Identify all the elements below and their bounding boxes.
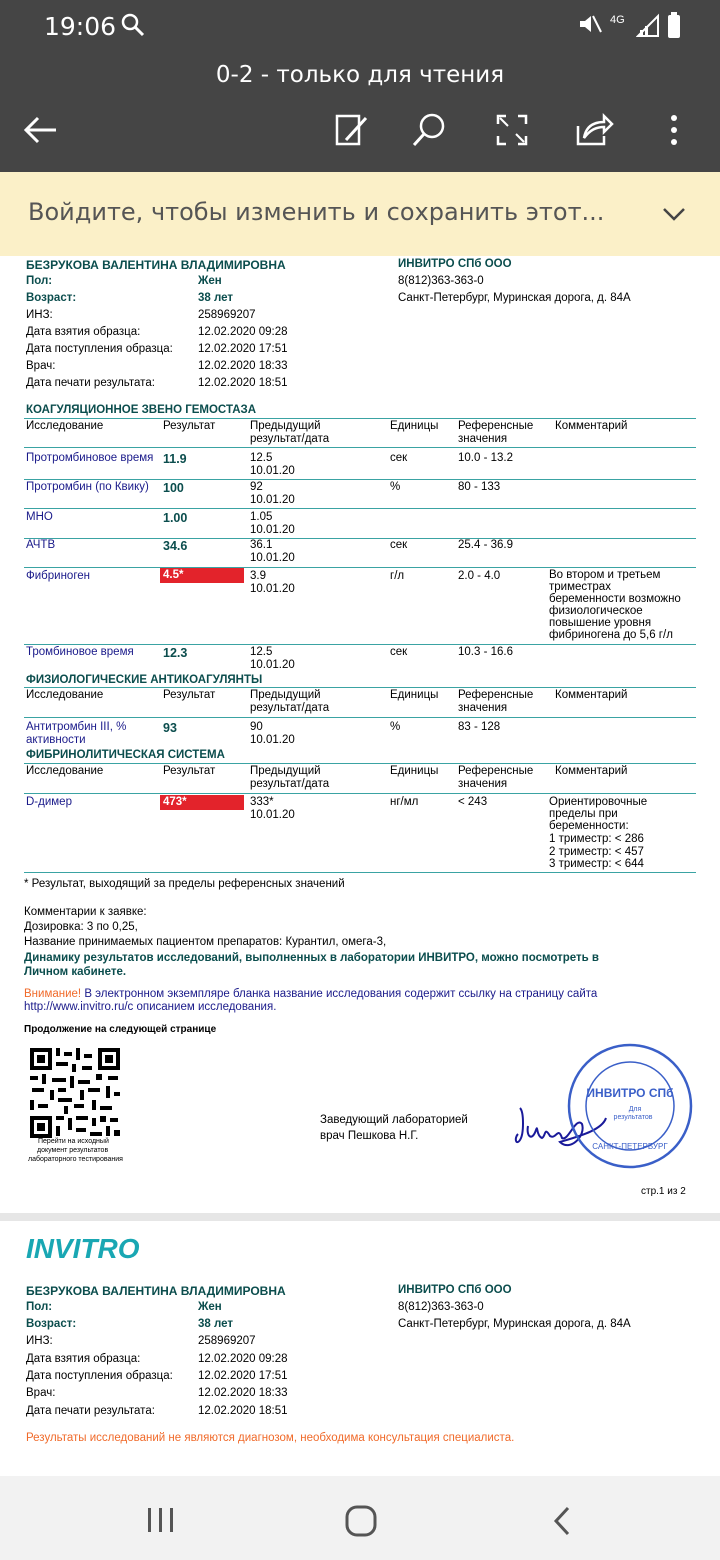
age-label: Возраст: (26, 292, 77, 304)
sex-value: Жен (198, 1301, 222, 1313)
age-value: 38 лет (198, 292, 234, 304)
inz-label: ИНЗ: (26, 1335, 53, 1347)
disclaimer: Результаты исследований не являются диагнозом, необходима консультация специалиста. (26, 1432, 515, 1444)
fullscreen-icon[interactable] (492, 110, 532, 150)
comment-line: пределы при (549, 808, 618, 820)
page-separator (0, 1213, 720, 1221)
taken-label: Дата взятия образца: (26, 326, 141, 338)
doctor-label: Врач: (26, 360, 56, 372)
back-arrow-icon[interactable] (20, 110, 60, 150)
test-link-thrombin-time[interactable]: Тромбиновое время (26, 646, 134, 658)
taken-value: 12.02.2020 09:28 (198, 326, 288, 338)
back-icon[interactable] (550, 1504, 574, 1538)
col-ref-header-2: значения (458, 778, 508, 790)
units: % (390, 481, 401, 493)
received-label: Дата поступления образца: (26, 1370, 173, 1382)
comments-line: Название принимаемых пациентом препаратов: Курантил, омега-3, (24, 936, 387, 948)
divider (24, 508, 696, 509)
abnormal-result-value: 4.5* (160, 568, 244, 583)
comment-line: фибриногена до 5,6 г/л (549, 629, 673, 641)
comment-line: триместрах (549, 581, 611, 593)
recent-apps-icon[interactable] (146, 1506, 176, 1534)
prev-value: 92 (250, 481, 263, 493)
section-title: ФИБРИНОЛИТИЧЕСКАЯ СИСТЕМА (26, 749, 225, 761)
lab-address: Санкт-Петербург, Муринская дорога, д. 84А (398, 1318, 631, 1330)
lab-phone: 8(812)363-363-0 (398, 275, 484, 287)
ref-range: 10.3 - 16.6 (458, 646, 513, 658)
col-ref-header: Референсные (458, 689, 534, 701)
dynamics-note: Динамику результатов исследований, выполненных в лаборатории ИНВИТРО, можно посмотреть в (24, 952, 599, 964)
prev-date: 10.01.20 (250, 465, 295, 477)
test-link-inr[interactable]: МНО (26, 511, 53, 523)
printed-value: 12.02.2020 18:51 (198, 377, 288, 389)
test-link-prothrombin-time[interactable]: Протромбиновое время (26, 452, 154, 464)
signal-icon (636, 12, 660, 38)
col-ref-header: Референсные (458, 765, 534, 777)
divider (24, 538, 696, 539)
lab-name: ИНВИТРО СПб ООО (398, 1284, 512, 1296)
printed-label: Дата печати результата: (26, 1405, 155, 1417)
ref-range: 25.4 - 36.9 (458, 539, 513, 551)
test-link-quick[interactable]: Протромбин (по Квику) (26, 481, 149, 493)
col-result-header: Результат (163, 765, 216, 777)
ref-range: 80 - 133 (458, 481, 501, 493)
received-label: Дата поступления образца: (26, 343, 173, 355)
prev-date: 10.01.20 (250, 659, 295, 671)
status-time: 19:06 (44, 12, 117, 41)
prev-date: 10.01.20 (250, 734, 295, 746)
age-value: 38 лет (198, 1318, 234, 1330)
sex-value: Жен (198, 275, 222, 287)
inz-label: ИНЗ: (26, 309, 53, 321)
units: % (390, 721, 401, 733)
col-ref-header-2: значения (458, 702, 508, 714)
col-units-header: Единицы (390, 420, 439, 432)
test-link-fibrinogen[interactable]: Фибриноген (26, 570, 91, 582)
result-value: 11.9 (163, 452, 187, 466)
test-link-d-dimer[interactable]: D-димер (26, 796, 72, 808)
signature-name: врач Пешкова Н.Г. (320, 1130, 419, 1142)
col-prev-header: Предыдущий (250, 689, 321, 701)
col-prev-header-2: результат/дата (250, 702, 330, 714)
invitro-link[interactable]: http://www.invitro.ru/с описанием исследования. (24, 1001, 277, 1013)
col-prev-header: Предыдущий (250, 420, 321, 432)
col-test-header: Исследование (26, 420, 104, 432)
divider (24, 447, 696, 448)
patient-name: БЕЗРУКОВА ВАЛЕНТИНА ВЛАДИМИРОВНА (26, 1284, 286, 1298)
comment-line: беременности: (549, 820, 629, 832)
network-type: 4G (610, 14, 625, 26)
prev-value: 12.5 (250, 452, 273, 464)
dynamics-note-2: Личном кабинете. (24, 966, 127, 978)
stamp-city: САНКТ-ПЕТЕРБУРГ (592, 1142, 668, 1151)
divider (24, 567, 696, 568)
col-ref-header: Референсные (458, 420, 534, 432)
divider (24, 687, 696, 688)
qr-code-image[interactable] (28, 1046, 122, 1140)
received-value: 12.02.2020 17:51 (198, 343, 288, 355)
doctor-label: Врач: (26, 1387, 56, 1399)
stamp-title: ИНВИТРО СПб (586, 1086, 674, 1100)
test-link-antithrombin-2[interactable]: активности (26, 734, 86, 746)
divider (24, 872, 696, 873)
document-title: 0-2 - только для чтения (215, 62, 505, 88)
col-ref-header-2: значения (458, 433, 508, 445)
stamp-for: Для (628, 1106, 642, 1113)
result-value: 1.00 (163, 511, 188, 525)
test-link-aptt[interactable]: АЧТВ (26, 539, 56, 551)
qr-caption: Перейти на исходный (38, 1138, 109, 1145)
comment-line: 3 триместр: < 644 (549, 858, 644, 870)
prev-date: 10.01.20 (250, 809, 295, 821)
printed-value: 12.02.2020 18:51 (198, 1405, 288, 1417)
units: сек (390, 646, 408, 658)
section-title: КОАГУЛЯЦИОННОЕ ЗВЕНО ГЕМОСТАЗА (26, 404, 257, 416)
taken-value: 12.02.2020 09:28 (198, 1353, 288, 1365)
comment-line: Во втором и третьем (549, 569, 661, 581)
more-options-icon[interactable] (654, 110, 694, 150)
prev-date: 10.01.20 (250, 494, 295, 506)
prev-date: 10.01.20 (250, 524, 295, 536)
comment-line: 1 триместр: < 286 (549, 833, 644, 845)
lab-stamp-image (565, 1041, 695, 1171)
footnote: * Результат, выходящий за пределы референсных значений (24, 878, 345, 890)
sign-in-banner-text: Войдите, чтобы изменить и сохранить этот... (28, 198, 605, 226)
sex-label: Пол: (26, 1301, 53, 1313)
age-label: Возраст: (26, 1318, 77, 1330)
col-comment-header: Комментарий (555, 765, 628, 777)
prev-value: 1.05 (250, 511, 273, 523)
lab-address: Санкт-Петербург, Муринская дорога, д. 84А (398, 292, 631, 304)
result-value: 100 (163, 481, 184, 495)
col-units-header: Единицы (390, 765, 439, 777)
printed-label: Дата печати результата: (26, 377, 155, 389)
inz-value: 258969207 (198, 1335, 256, 1347)
units: нг/мл (390, 796, 419, 808)
result-value: 93 (163, 721, 177, 735)
col-result-header: Результат (163, 420, 216, 432)
search-icon (120, 12, 146, 38)
ref-range: 2.0 - 4.0 (458, 570, 501, 582)
col-test-header: Исследование (26, 689, 104, 701)
units: сек (390, 539, 408, 551)
ref-range: 10.0 - 13.2 (458, 452, 513, 464)
prev-date: 10.01.20 (250, 583, 295, 595)
col-comment-header: Комментарий (555, 420, 628, 432)
warning-text: В электронном экземпляре бланка название исследования содержит ссылку на страницу сайта (81, 988, 598, 1000)
result-value: 34.6 (163, 539, 188, 553)
col-prev-header: Предыдущий (250, 765, 321, 777)
edit-icon[interactable] (332, 110, 372, 150)
divider (24, 763, 696, 764)
prev-value: 12.5 (250, 646, 273, 658)
battery-icon (666, 12, 682, 40)
signature-title: Заведующий лабораторией (320, 1114, 468, 1126)
taken-label: Дата взятия образца: (26, 1353, 141, 1365)
comments-line: Дозировка: 3 по 0,25, (24, 921, 138, 933)
col-prev-header-2: результат/дата (250, 433, 330, 445)
mute-icon (578, 12, 602, 36)
prev-date: 10.01.20 (250, 552, 295, 564)
doctor-value: 12.02.2020 18:33 (198, 1387, 288, 1399)
lab-name: ИНВИТРО СПб ООО (398, 258, 512, 270)
inz-value: 258969207 (198, 309, 256, 321)
units: г/л (390, 570, 405, 582)
search-icon[interactable] (410, 110, 450, 150)
invitro-logo: INVITRO (26, 1233, 140, 1264)
comment-line: повышение уровня (549, 617, 652, 629)
prev-value: 333* (250, 796, 274, 808)
col-prev-header-2: результат/дата (250, 778, 330, 790)
received-value: 12.02.2020 17:51 (198, 1370, 288, 1382)
ref-range: 83 - 128 (458, 721, 501, 733)
col-units-header: Единицы (390, 689, 439, 701)
prev-value: 3.9 (250, 570, 266, 582)
stamp-results: результатов (613, 1114, 653, 1121)
divider (24, 644, 696, 645)
col-comment-header: Комментарий (555, 689, 628, 701)
section-title: ФИЗИОЛОГИЧЕСКИЕ АНТИКОАГУЛЯНТЫ (26, 674, 263, 686)
prev-value: 90 (250, 721, 263, 733)
system-nav-bar (0, 1476, 720, 1560)
divider (24, 793, 696, 794)
ref-range: < 243 (458, 796, 488, 808)
qr-caption: документ результатов (37, 1147, 109, 1154)
warning-line (24, 988, 597, 1000)
units: сек (390, 452, 408, 464)
abnormal-result-value: 473* (160, 795, 244, 810)
sex-label: Пол: (26, 275, 53, 287)
sign-in-banner[interactable] (0, 172, 720, 256)
prev-value: 36.1 (250, 539, 273, 551)
lab-phone: 8(812)363-363-0 (398, 1301, 484, 1313)
page-number: стр.1 из 2 (641, 1186, 686, 1197)
divider (24, 479, 696, 480)
qr-caption: лабораторного тестирования (28, 1156, 123, 1163)
home-icon[interactable] (344, 1504, 378, 1538)
continue-note: Продолжение на следующей странице (24, 1024, 217, 1035)
doctor-value: 12.02.2020 18:33 (198, 360, 288, 372)
divider (24, 717, 696, 718)
comment-line: 2 триместр: < 457 (549, 846, 644, 858)
comments-title: Комментарии к заявке: (24, 906, 147, 918)
comment-line: Ориентировочные (549, 796, 648, 808)
app-bar (0, 52, 720, 172)
col-test-header: Исследование (26, 765, 104, 777)
result-value: 12.3 (163, 646, 188, 660)
warning-word: Внимание! (24, 988, 82, 1000)
comment-line: беременности возможно (549, 593, 681, 605)
test-link-antithrombin[interactable]: Антитромбин III, % (26, 721, 127, 733)
col-result-header: Результат (163, 689, 216, 701)
divider (24, 418, 696, 419)
share-icon[interactable] (574, 110, 614, 150)
status-bar (0, 0, 720, 52)
comment-line: физиологическое (549, 605, 643, 617)
chevron-down-icon[interactable] (660, 200, 688, 228)
patient-name: БЕЗРУКОВА ВАЛЕНТИНА ВЛАДИМИРОВНА (26, 258, 286, 272)
